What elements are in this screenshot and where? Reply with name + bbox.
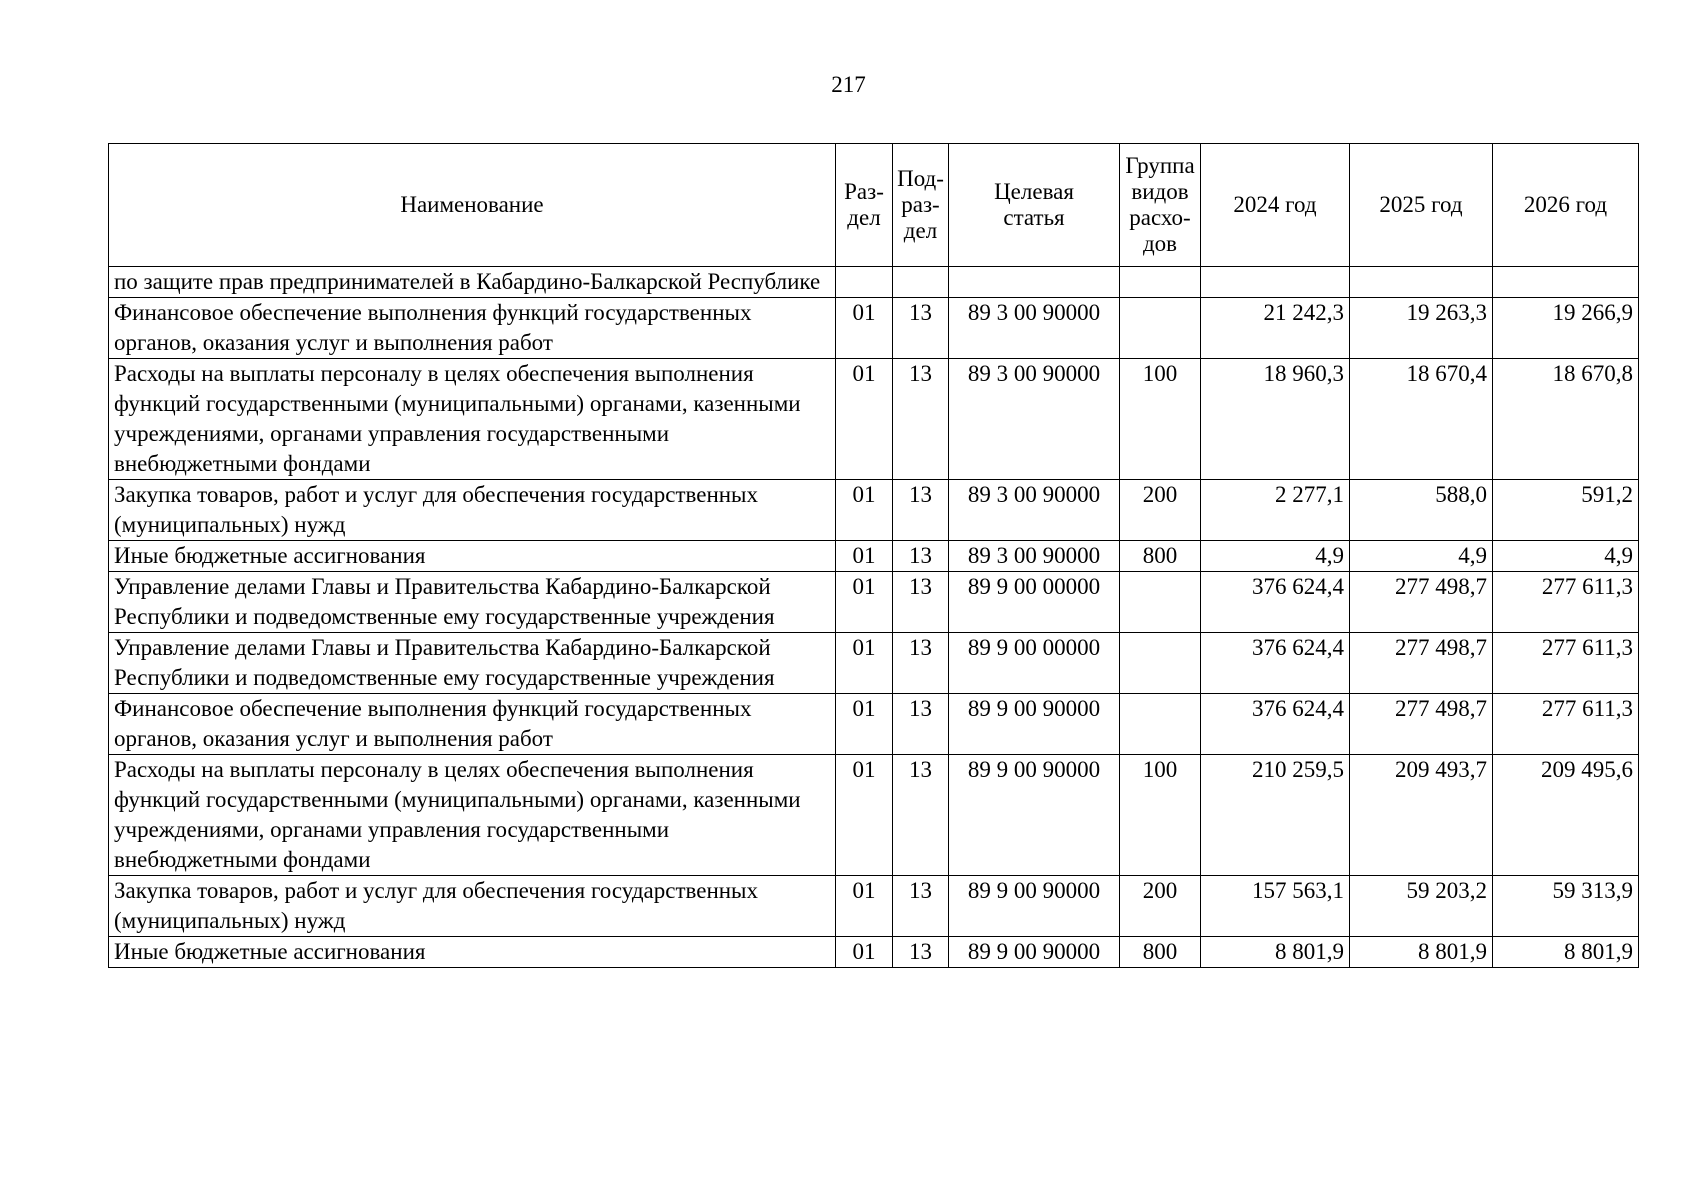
cell-2026: 4,9 <box>1493 541 1639 572</box>
cell-name: Финансовое обеспечение выполнения функций государственных органов, оказания услуг и выполнения работ <box>109 298 836 359</box>
cell-subsection: 13 <box>893 359 949 480</box>
cell-2024 <box>1201 267 1350 298</box>
table-row <box>109 541 1639 572</box>
cell-2025: 59 203,2 <box>1350 876 1493 937</box>
header-2024-label: 2024 год <box>1233 192 1317 217</box>
cell-2025: 209 493,7 <box>1350 755 1493 876</box>
cell-2026: 277 611,3 <box>1493 572 1639 633</box>
header-expense-group <box>1120 144 1201 267</box>
cell-2026: 59 313,9 <box>1493 876 1639 937</box>
header-section <box>836 144 893 267</box>
cell-section: 01 <box>836 755 893 876</box>
cell-name: по защите прав предпринимателей в Кабардино-Балкарской Республике <box>109 267 836 298</box>
cell-section: 01 <box>836 480 893 541</box>
cell-name: Закупка товаров, работ и услуг для обеспечения государственных (муниципальных) нужд <box>109 480 836 541</box>
cell-name: Управление делами Главы и Правительства Кабардино-Балкарской Республики и подведомственные ему государственные учреждения <box>109 572 836 633</box>
cell-name: Иные бюджетные ассигнования <box>109 541 836 572</box>
cell-2024: 2 277,1 <box>1201 480 1350 541</box>
cell-target-item: 89 3 00 90000 <box>949 480 1120 541</box>
cell-expense-group: 800 <box>1120 541 1201 572</box>
cell-2024: 4,9 <box>1201 541 1350 572</box>
cell-subsection: 13 <box>893 937 949 968</box>
header-expense-group-label: Группа видов расхо- дов <box>1125 153 1195 256</box>
cell-expense-group <box>1120 572 1201 633</box>
cell-section: 01 <box>836 937 893 968</box>
cell-subsection: 13 <box>893 541 949 572</box>
cell-section: 01 <box>836 541 893 572</box>
cell-section: 01 <box>836 694 893 755</box>
table-row <box>109 755 1639 876</box>
cell-2024: 376 624,4 <box>1201 633 1350 694</box>
cell-expense-group: 100 <box>1120 755 1201 876</box>
cell-subsection: 13 <box>893 633 949 694</box>
cell-2025 <box>1350 267 1493 298</box>
header-2024 <box>1201 144 1350 267</box>
cell-2025: 277 498,7 <box>1350 633 1493 694</box>
cell-2026: 8 801,9 <box>1493 937 1639 968</box>
cell-2024: 21 242,3 <box>1201 298 1350 359</box>
cell-2026 <box>1493 267 1639 298</box>
cell-name: Управление делами Главы и Правительства Кабардино-Балкарской Республики и подведомственные ему государственные учреждения <box>109 633 836 694</box>
table-row <box>109 876 1639 937</box>
cell-2024: 210 259,5 <box>1201 755 1350 876</box>
cell-2024: 376 624,4 <box>1201 694 1350 755</box>
cell-2024: 8 801,9 <box>1201 937 1350 968</box>
header-name-label: Наименование <box>400 192 544 217</box>
table-body <box>109 267 1639 968</box>
cell-2024: 18 960,3 <box>1201 359 1350 480</box>
table-row <box>109 359 1639 480</box>
cell-expense-group: 200 <box>1120 876 1201 937</box>
cell-expense-group <box>1120 694 1201 755</box>
cell-name: Иные бюджетные ассигнования <box>109 937 836 968</box>
cell-subsection: 13 <box>893 298 949 359</box>
cell-target-item: 89 9 00 00000 <box>949 633 1120 694</box>
cell-2026: 209 495,6 <box>1493 755 1639 876</box>
cell-subsection <box>893 267 949 298</box>
budget-table <box>108 143 1639 968</box>
cell-2025: 277 498,7 <box>1350 694 1493 755</box>
header-2025 <box>1350 144 1493 267</box>
cell-target-item: 89 3 00 90000 <box>949 298 1120 359</box>
header-name <box>109 144 836 267</box>
cell-expense-group <box>1120 267 1201 298</box>
table-row <box>109 633 1639 694</box>
cell-subsection: 13 <box>893 572 949 633</box>
cell-2025: 277 498,7 <box>1350 572 1493 633</box>
cell-2025: 8 801,9 <box>1350 937 1493 968</box>
header-row <box>109 144 1639 267</box>
cell-subsection: 13 <box>893 876 949 937</box>
cell-section: 01 <box>836 359 893 480</box>
header-2026 <box>1493 144 1639 267</box>
table-row <box>109 694 1639 755</box>
cell-section <box>836 267 893 298</box>
header-2025-label: 2025 год <box>1379 192 1463 217</box>
cell-2024: 376 624,4 <box>1201 572 1350 633</box>
cell-target-item: 89 3 00 90000 <box>949 541 1120 572</box>
table-row <box>109 937 1639 968</box>
cell-section: 01 <box>836 572 893 633</box>
cell-2025: 4,9 <box>1350 541 1493 572</box>
cell-target-item: 89 9 00 90000 <box>949 694 1120 755</box>
cell-2026: 19 266,9 <box>1493 298 1639 359</box>
cell-target-item: 89 9 00 00000 <box>949 572 1120 633</box>
cell-section: 01 <box>836 633 893 694</box>
cell-name: Финансовое обеспечение выполнения функций государственных органов, оказания услуг и выполнения работ <box>109 694 836 755</box>
cell-expense-group: 100 <box>1120 359 1201 480</box>
cell-2026: 591,2 <box>1493 480 1639 541</box>
cell-expense-group <box>1120 298 1201 359</box>
cell-2026: 18 670,8 <box>1493 359 1639 480</box>
cell-target-item: 89 3 00 90000 <box>949 359 1120 480</box>
cell-2025: 19 263,3 <box>1350 298 1493 359</box>
cell-section: 01 <box>836 298 893 359</box>
table-row <box>109 480 1639 541</box>
cell-subsection: 13 <box>893 755 949 876</box>
header-target-item-label: Целевая статья <box>994 179 1074 230</box>
cell-expense-group: 200 <box>1120 480 1201 541</box>
cell-expense-group <box>1120 633 1201 694</box>
cell-name: Закупка товаров, работ и услуг для обеспечения государственных (муниципальных) нужд <box>109 876 836 937</box>
table-header <box>109 144 1639 267</box>
cell-2025: 588,0 <box>1350 480 1493 541</box>
cell-subsection: 13 <box>893 480 949 541</box>
header-target-item <box>949 144 1120 267</box>
cell-target-item: 89 9 00 90000 <box>949 755 1120 876</box>
cell-name: Расходы на выплаты персоналу в целях обеспечения выполнения функций государственными (муниципальными) органами, казенными учреждениями, органами управления государственными внебюджетными фондами <box>109 755 836 876</box>
cell-2026: 277 611,3 <box>1493 633 1639 694</box>
header-subsection-label: Под- раз- дел <box>897 166 944 243</box>
cell-2024: 157 563,1 <box>1201 876 1350 937</box>
table-row <box>109 572 1639 633</box>
cell-expense-group: 800 <box>1120 937 1201 968</box>
cell-subsection: 13 <box>893 694 949 755</box>
cell-target-item: 89 9 00 90000 <box>949 937 1120 968</box>
cell-section: 01 <box>836 876 893 937</box>
table-row <box>109 298 1639 359</box>
table-row <box>109 267 1639 298</box>
cell-2025: 18 670,4 <box>1350 359 1493 480</box>
header-section-label: Раз- дел <box>844 179 884 230</box>
page-number: 217 <box>831 72 866 97</box>
cell-2026: 277 611,3 <box>1493 694 1639 755</box>
cell-name: Расходы на выплаты персоналу в целях обеспечения выполнения функций государственными (муниципальными) органами, казенными учреждениями, органами управления государственными внебюджетными фондами <box>109 359 836 480</box>
cell-target-item <box>949 267 1120 298</box>
cell-target-item: 89 9 00 90000 <box>949 876 1120 937</box>
header-2026-label: 2026 год <box>1523 192 1608 217</box>
header-subsection <box>893 144 949 267</box>
